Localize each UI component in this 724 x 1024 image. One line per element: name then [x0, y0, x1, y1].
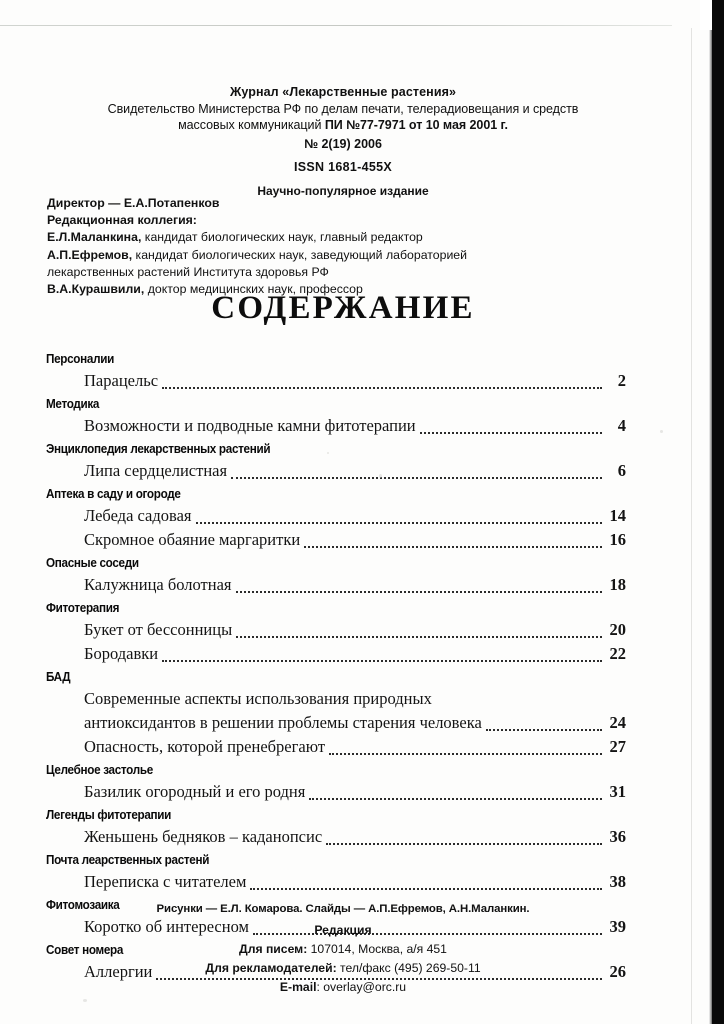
toc-dot-leader — [304, 545, 602, 548]
scanner-dark-edge — [712, 0, 724, 1024]
board-label — [47, 212, 607, 229]
toc-dot-leader — [196, 521, 602, 524]
toc-section-heading: Почта леарственных растенй — [46, 852, 210, 867]
toc-entry-wrapped-line — [46, 687, 626, 711]
scan-speck — [379, 474, 382, 478]
redaction-label: Редакция — [314, 923, 372, 937]
toc-entry-title: Липа сердцелистная — [84, 461, 228, 480]
masthead — [46, 84, 640, 202]
toc-entry-page-number: 16 — [609, 530, 626, 549]
toc-dot-leader — [231, 476, 602, 479]
toc-entry-title: Переписка с читателем — [84, 872, 247, 891]
toc-entry-page-number: 39 — [609, 917, 626, 936]
toc-entry[interactable] — [46, 618, 626, 642]
scan-speck — [83, 999, 87, 1002]
toc-dot-leader — [329, 752, 602, 755]
board-label-text: Редакционная коллегия: — [47, 213, 197, 228]
toc-section-heading: Фитотерапия — [46, 600, 120, 615]
toc-entry[interactable] — [46, 459, 626, 483]
toc-entry-page-number: 6 — [617, 461, 626, 480]
toc-dot-leader — [250, 887, 602, 890]
member-1-role: кандидат биологических наук, главный редактор — [141, 230, 423, 245]
certificate-line-1: Свидетельство Министерства РФ по делам печати, телерадиовещания и средств — [107, 102, 579, 116]
toc-dot-leader — [326, 842, 602, 845]
toc-entry-page-number: 4 — [617, 416, 626, 435]
toc-dot-leader — [309, 797, 602, 800]
issue-number: № 2(19) 2006 — [304, 137, 382, 151]
toc-entry-title: Аллергии — [84, 962, 153, 981]
toc-section-heading: Целебное застолье — [46, 762, 153, 777]
member-2-name: А.П.Ефремов, — [47, 247, 133, 262]
toc-entry-page-number: 31 — [609, 782, 626, 801]
toc-entry[interactable] — [46, 825, 626, 849]
scan-page-edge — [691, 28, 692, 1024]
toc-entry-page-number: 2 — [617, 371, 626, 390]
toc-entry[interactable] — [46, 504, 626, 528]
toc-entry[interactable] — [46, 711, 626, 735]
toc-section-heading: Совет номера — [46, 942, 124, 957]
toc-section-heading: Энциклопедия лекарственных растений — [46, 441, 271, 456]
page-title: СОДЕРЖАНИЕ — [211, 290, 475, 326]
toc-entry-page-number: 14 — [609, 506, 626, 525]
journal-title: Журнал «Лекарственные растения» — [229, 85, 457, 99]
director-name: Директор — Е.А.Потапенков — [47, 196, 220, 210]
director-line — [47, 195, 607, 212]
member-1-name: Е.Л.Маланкина, — [47, 230, 142, 245]
toc-section-heading: Методика — [46, 396, 100, 411]
publication-kind: Научно-популярное издание — [257, 184, 429, 198]
toc-entry[interactable] — [46, 870, 626, 894]
toc-dot-leader — [486, 728, 602, 731]
scan-top-line — [0, 25, 672, 26]
mail-label: Для писем: — [239, 942, 308, 956]
mail-value: 107014, Москва, а/я 451 — [307, 942, 447, 956]
toc-entry[interactable] — [46, 573, 626, 597]
ads-label: Для рекламодателей: — [205, 961, 337, 975]
email-label: E-mail — [279, 980, 317, 994]
toc-entry-title: Лебеда садовая — [84, 506, 192, 525]
footer — [46, 900, 640, 997]
toc-entry-title: Калужница болотная — [84, 575, 232, 594]
toc-entry-title: Базилик огородный и его родня — [84, 782, 306, 801]
toc-entry[interactable] — [46, 735, 626, 759]
ads-value: тел/факс (495) 269-50-11 — [336, 961, 481, 975]
email-value[interactable]: : overlay@orc.ru — [316, 980, 407, 994]
advertisers-contact — [46, 959, 640, 978]
toc-entry[interactable] — [46, 642, 626, 666]
scan-speck — [327, 452, 329, 454]
member-3-role: доктор медицинских наук, профессор — [144, 282, 363, 297]
toc-entry-title: Скромное обаяние маргаритки — [84, 530, 301, 549]
certificate-line-2 — [46, 117, 640, 133]
issn: ISSN 1681-455X — [293, 160, 392, 174]
toc-entry-title: антиоксидантов в решении проблемы старения человека — [84, 713, 482, 732]
toc-entry-page-number: 27 — [609, 737, 626, 756]
toc-entry-page-number: 38 — [609, 872, 626, 891]
toc-entry[interactable] — [46, 780, 626, 804]
board-member-2-role-continued: лекарственных растений Института здоровья РФ — [47, 264, 329, 279]
toc-entry-title: Букет от бессонницы — [84, 620, 233, 639]
toc-entry[interactable] — [46, 369, 626, 393]
editorial-staff — [47, 195, 607, 298]
toc-section-heading: Легенды фитотерапии — [46, 807, 172, 822]
toc-entry-page-number: 18 — [609, 575, 626, 594]
toc-entry-title: Современные аспекты использования природных — [84, 689, 432, 708]
toc-entry[interactable] — [46, 528, 626, 552]
toc-section-heading: Аптека в саду и огороде — [46, 486, 181, 501]
toc-entry-title: Парацельс — [84, 371, 159, 390]
member-3-name: В.А.Курашвили, — [47, 282, 145, 297]
board-member-2 — [47, 247, 607, 264]
scan-speck — [660, 430, 663, 433]
toc-entry-title: Опасность, которой пренебрегают — [84, 737, 326, 756]
toc-entry-title: Бородавки — [84, 644, 159, 663]
toc-dot-leader — [420, 431, 602, 434]
mail-address — [46, 940, 640, 959]
scan-corner-highlight — [700, 0, 712, 30]
toc-dot-leader — [162, 386, 602, 389]
toc-entry-title: Возможности и подводные камни фитотерапии — [84, 416, 416, 435]
table-of-contents — [46, 348, 626, 984]
toc-section-heading: Опасные соседи — [46, 555, 139, 570]
toc-section-heading: БАД — [46, 669, 71, 684]
illustration-credits: Рисунки — Е.Л. Комарова. Слайды — А.П.Ефремов, А.Н.Маланкин. — [156, 903, 530, 915]
toc-entry-page-number: 24 — [609, 713, 626, 732]
toc-dot-leader — [236, 590, 602, 593]
email-contact — [46, 978, 640, 997]
toc-section-heading: Фитомозаика — [46, 897, 120, 912]
certificate-prefix: массовых коммуникаций — [178, 118, 325, 132]
toc-entry-page-number: 26 — [609, 962, 626, 981]
board-member-1 — [47, 229, 607, 246]
toc-entry-page-number: 22 — [609, 644, 626, 663]
toc-dot-leader — [162, 659, 602, 662]
certificate-number: ПИ №77-7971 от 10 мая 2001 г. — [324, 118, 508, 132]
toc-entry[interactable] — [46, 414, 626, 438]
toc-entry-title: Женьшень бедняков – каданопсис — [84, 827, 323, 846]
member-2-role: кандидат биологических наук, заведующий лабораторией — [132, 247, 468, 262]
toc-dot-leader — [236, 635, 602, 638]
toc-entry-page-number: 36 — [609, 827, 626, 846]
toc-entry-title: Коротко об интересном — [84, 917, 249, 936]
toc-entry-page-number: 20 — [609, 620, 626, 639]
toc-section-heading: Персоналии — [46, 351, 114, 366]
